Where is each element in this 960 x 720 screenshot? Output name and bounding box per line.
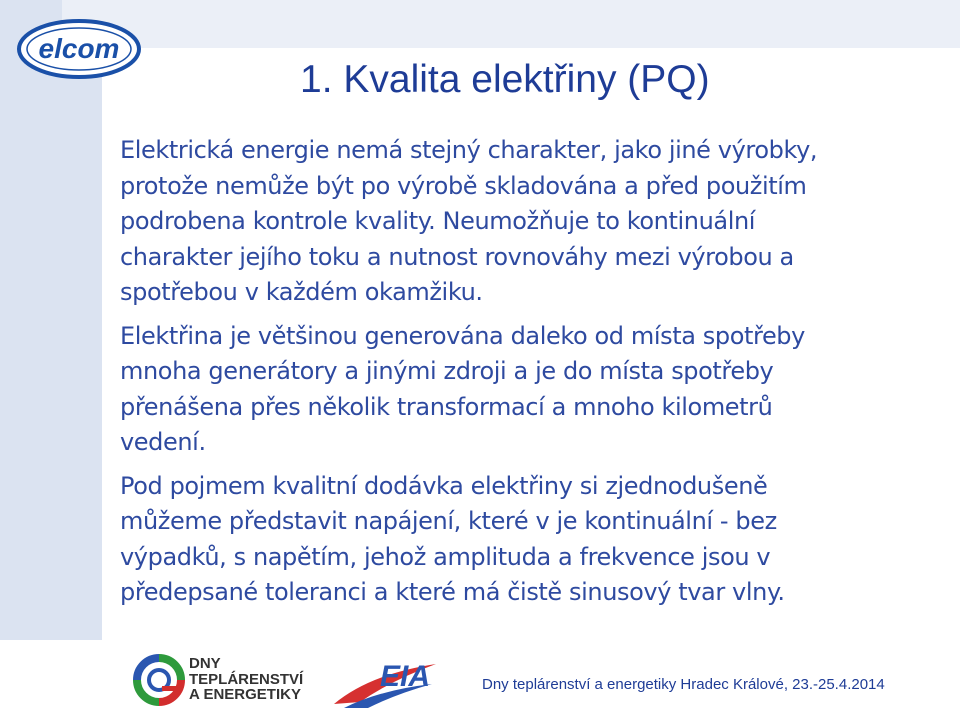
paragraph-3-line: výpadků, s napětím, jehož amplituda a frekvence jsou v — [120, 542, 771, 571]
paragraph-3-line: předepsané toleranci a které má čistě sinusový tvar vlny. — [120, 578, 785, 606]
paragraph-1-line: Elektrická energie nemá stejný charakter, jako jiné výrobky, — [120, 136, 818, 164]
dny-logo-text — [189, 656, 303, 703]
dny-logo-line: TEPLÁRENSTVÍ — [189, 670, 304, 688]
dny-logo-line: A ENERGETIKY — [189, 686, 301, 703]
paragraph-2-line: vedení. — [120, 428, 206, 456]
eia-logo-text: EIA — [380, 660, 431, 693]
body-text — [120, 133, 940, 619]
elcom-logo-text: elcom — [38, 33, 120, 64]
top-strip — [62, 0, 960, 48]
paragraph-3-line: Pod pojmem kvalitní dodávka elektřiny si zjednodušeně — [120, 471, 768, 500]
paragraph-1-line: spotřebou v každém okamžiku. — [120, 278, 483, 306]
paragraph-1 — [120, 133, 940, 311]
dny-logo-line: DNY — [189, 655, 221, 672]
footer-caption: Dny teplárenství a energetiky Hradec Králové, 23.-25.4.2014 — [482, 676, 885, 693]
paragraph-2 — [120, 319, 940, 461]
paragraph-1-line: podrobena kontrole kvality. Neumožňuje to kontinuální — [120, 207, 756, 235]
eia-logo-icon — [330, 652, 440, 716]
paragraph-2-line: mnoha generátory a jinými zdroji a je do místa spotřeby — [120, 357, 774, 385]
paragraph-2-line: Elektřina je většinou generována daleko od místa spotřeby — [120, 321, 805, 350]
page-title: 1. Kvalita elektřiny (PQ) — [300, 58, 710, 101]
elcom-logo-icon — [16, 18, 142, 84]
paragraph-3 — [120, 469, 940, 611]
paragraph-3-line: můžeme představit napájení, které v je kontinuální - bez — [120, 507, 777, 535]
paragraph-1-line: charakter jejího toku a nutnost rovnováhy mezi výrobou a — [120, 242, 794, 271]
paragraph-2-line: přenášena přes několik transformací a mnoho kilometrů — [120, 392, 773, 421]
paragraph-1-line: protože nemůže být po výrobě skladována a před použitím — [120, 171, 807, 200]
dny-teplarenstvi-logo-icon — [132, 652, 186, 712]
